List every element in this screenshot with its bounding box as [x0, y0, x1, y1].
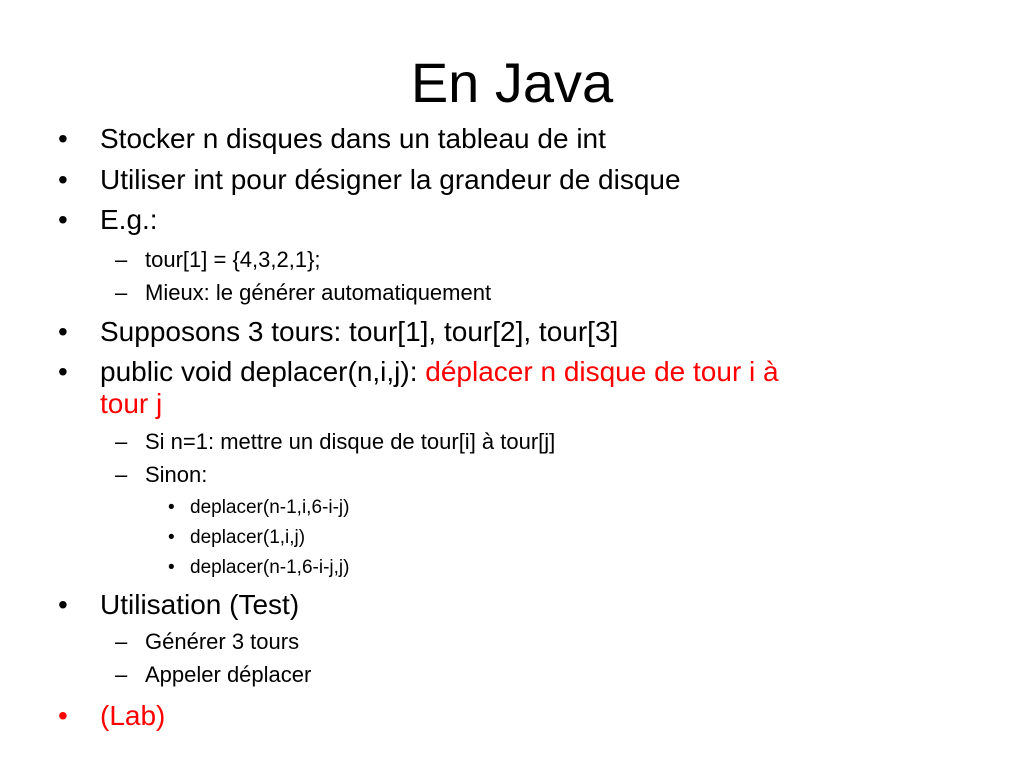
bullet-item [100, 356, 779, 388]
dash-marker: – [115, 662, 128, 687]
sub-item: Sinon: [145, 462, 208, 487]
sub-sub-item: deplacer(1,i,j) [190, 527, 306, 548]
bullet-marker: • [58, 204, 68, 235]
bullet-item: Stocker n disques dans un tableau de int [100, 123, 606, 154]
dash-marker: – [115, 247, 128, 272]
bullet-item: Utilisation (Test) [100, 589, 300, 620]
bullet-marker: • [58, 164, 68, 195]
bullet-marker: • [58, 356, 68, 387]
highlighted-description: déplacer n disque de tour i à [425, 356, 779, 387]
bullet-marker: • [58, 316, 68, 347]
dash-marker: – [115, 629, 128, 654]
bullet-item: E.g.: [100, 204, 158, 235]
dash-marker: – [115, 280, 128, 305]
bullet-marker: • [168, 497, 175, 518]
bullet-item: Utiliser int pour désigner la grandeur de disque [100, 164, 681, 195]
sub-item: Générer 3 tours [145, 629, 300, 654]
bullet-marker: • [58, 123, 68, 154]
sub-sub-item: deplacer(n-1,i,6-i-j) [190, 497, 350, 518]
sub-item: Appeler déplacer [145, 662, 312, 687]
code-signature: public void deplacer(n,i,j): [100, 356, 418, 387]
slide-title: En Java [410, 51, 614, 114]
sub-item: Si n=1: mettre un disque de tour[i] à tour[j] [145, 429, 556, 454]
bullet-marker: • [58, 589, 68, 620]
sub-sub-item: deplacer(n-1,6-i-j,j) [190, 557, 350, 578]
bullet-marker: • [168, 557, 175, 578]
sub-item: Mieux: le générer automatiquement [145, 280, 492, 305]
sub-item: tour[1] = {4,3,2,1}; [145, 247, 321, 272]
bullet-item: Supposons 3 tours: tour[1], tour[2], tour[3] [100, 316, 619, 347]
bullet-item: (Lab) [100, 700, 166, 731]
dash-marker: – [115, 429, 128, 454]
highlighted-description-continued: tour j [100, 388, 163, 419]
bullet-marker: • [58, 700, 68, 731]
dash-marker: – [115, 462, 128, 487]
bullet-marker: • [168, 527, 175, 548]
